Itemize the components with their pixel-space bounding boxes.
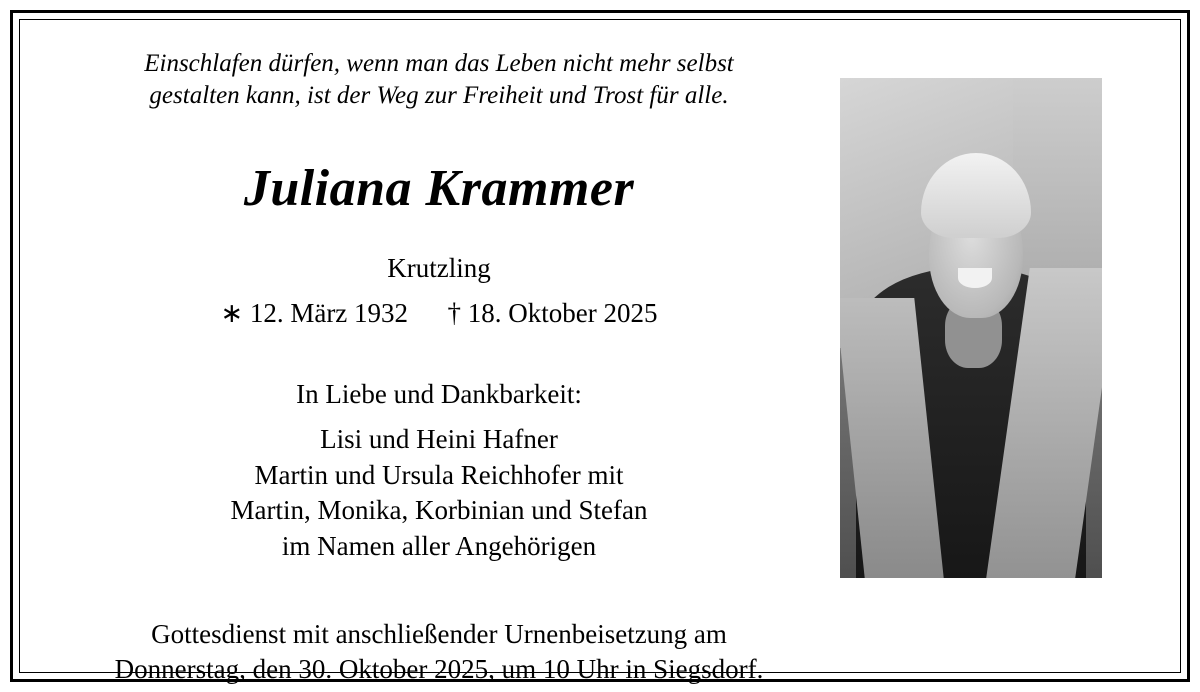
service-line-1: Gottesdienst mit anschließender Urnenbeisetzung am [151, 618, 727, 649]
family-line-3: Martin, Monika, Korbinian und Stefan [230, 495, 648, 526]
service-details [48, 617, 830, 688]
deceased-place: Krutzling [387, 253, 491, 284]
text-column [20, 20, 840, 685]
death-date: 18. Oktober 2025 [467, 298, 658, 329]
family-line-4: im Namen aller Angehörigen [281, 531, 597, 562]
deceased-name: Juliana Krammer [243, 160, 635, 217]
photo-column [840, 20, 1180, 672]
birth-date: 12. März 1932 [249, 298, 409, 329]
photo-smile [958, 268, 992, 288]
outer-border [10, 10, 1190, 685]
portrait-photo [840, 78, 1102, 578]
life-dates [48, 298, 830, 329]
family-list [48, 422, 830, 565]
gratitude-title: In Liebe und Dankbarkeit: [296, 379, 582, 410]
service-line-2: Donnerstag, den 30. Oktober 2025, um 10 Uhr in Siegsdorf. [114, 654, 764, 685]
death-symbol: † [447, 298, 462, 329]
inner-border [19, 19, 1181, 685]
motto-line-1: Einschlafen dürfen, wenn man das Leben nicht mehr selbst [144, 50, 734, 77]
motto-line-2: gestalten kann, ist der Weg zur Freiheit und Trost für alle. [149, 82, 729, 109]
motto-verse [48, 48, 830, 112]
birth-symbol: ∗ [220, 298, 244, 329]
family-line-1: Lisi und Heini Hafner [320, 424, 558, 455]
family-line-2: Martin und Ursula Reichhofer mit [254, 459, 624, 490]
